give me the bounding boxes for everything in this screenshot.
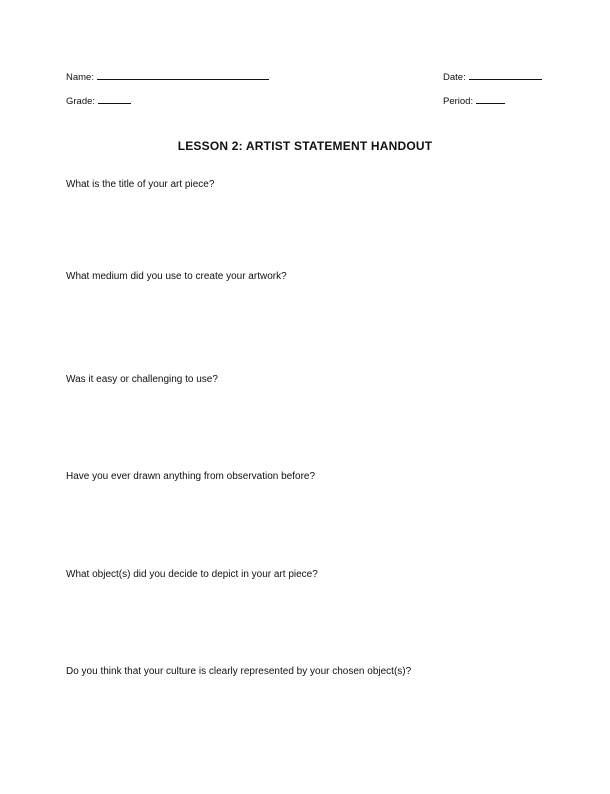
name-blank-line[interactable]: [97, 70, 269, 80]
question-3: Was it easy or challenging to use?: [66, 374, 218, 385]
question-6: Do you think that your culture is clearly represented by your chosen object(s)?: [66, 666, 412, 677]
date-label: Date:: [443, 72, 466, 83]
grade-field[interactable]: [66, 94, 131, 108]
question-2: What medium did you use to create your artwork?: [66, 271, 287, 282]
question-5: What object(s) did you decide to depict in your art piece?: [66, 569, 318, 580]
grade-label: Grade:: [66, 96, 96, 107]
question-1: What is the title of your art piece?: [66, 179, 215, 190]
name-label: Name:: [66, 72, 94, 83]
page-title: LESSON 2: ARTIST STATEMENT HANDOUT: [177, 139, 433, 153]
grade-blank-line[interactable]: [98, 94, 131, 104]
period-label: Period:: [443, 96, 474, 107]
question-4: Have you ever drawn anything from observation before?: [66, 471, 316, 482]
date-field[interactable]: [443, 70, 542, 84]
period-field[interactable]: [443, 94, 505, 108]
date-blank-line[interactable]: [469, 70, 542, 80]
name-field[interactable]: [66, 70, 269, 84]
period-blank-line[interactable]: [476, 94, 505, 104]
